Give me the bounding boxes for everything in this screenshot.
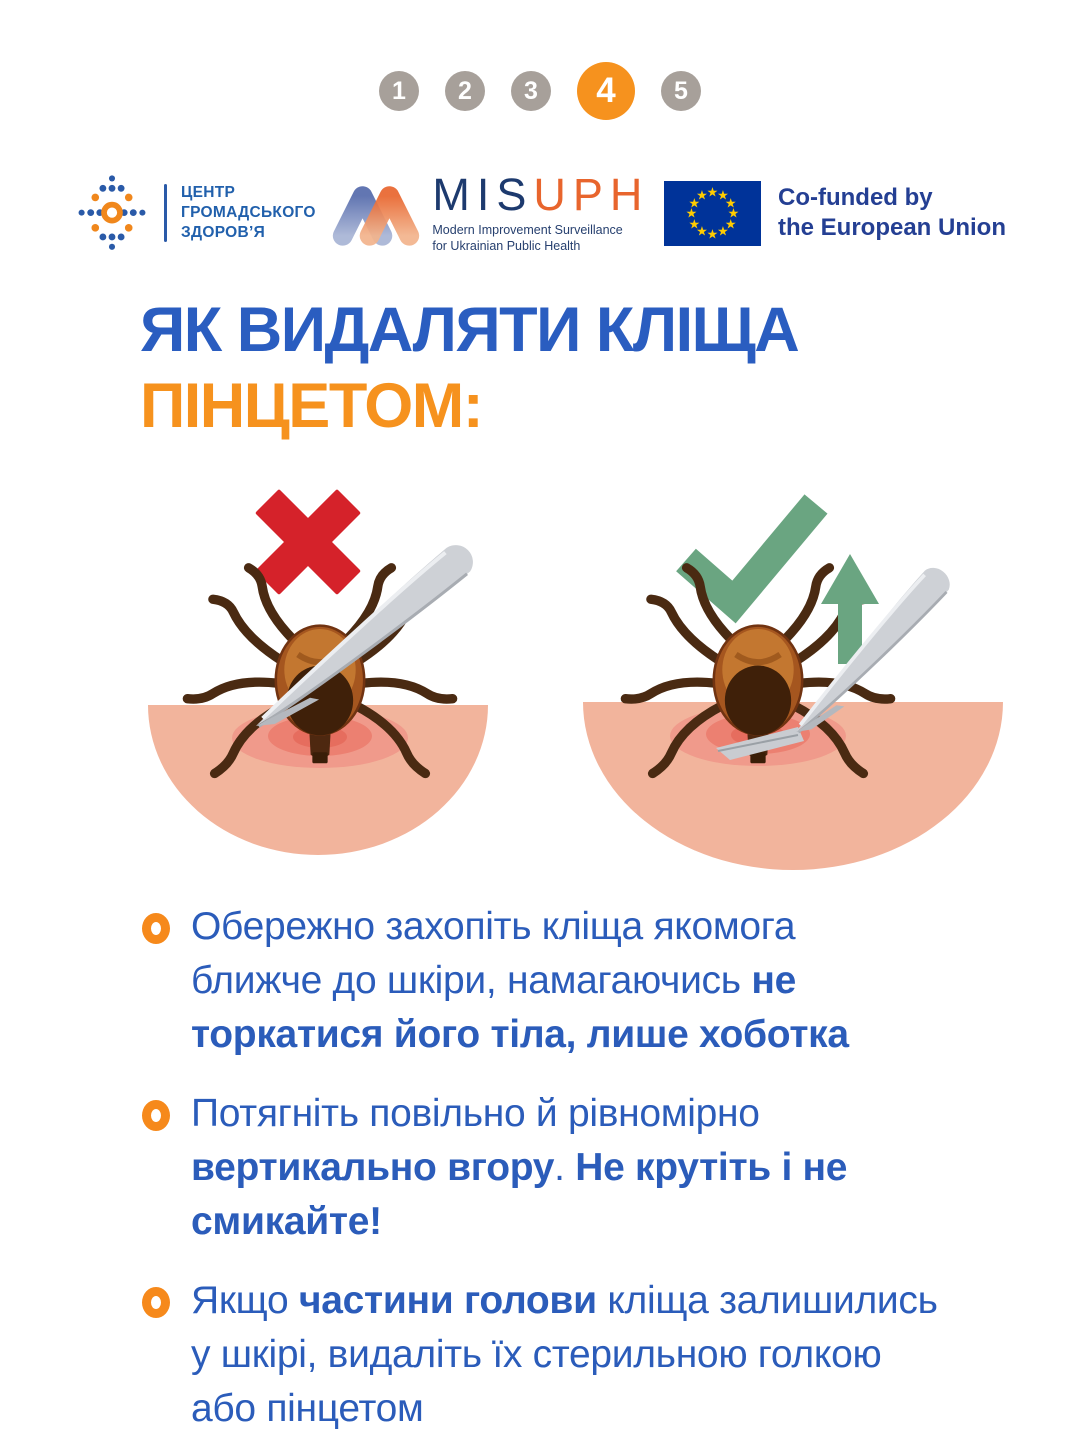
step-dot-1: 1 — [379, 71, 419, 111]
eu-star-icon: ★ — [696, 223, 708, 239]
step-dot-3: 3 — [511, 71, 551, 111]
bullet-marker-icon — [142, 1287, 170, 1318]
step-dot-2: 2 — [445, 71, 485, 111]
title-line1: ЯК ВИДАЛЯТИ КЛІЩА — [140, 295, 799, 365]
instruction-text: Якщо частини голови кліща залишились у шкірі, видаліть їх стерильною голкою або пінцетом — [191, 1279, 938, 1430]
misuph-subtitle-line1: Modern Improvement Surveillance — [432, 222, 623, 237]
eu-text-line1: Co-funded by — [777, 184, 933, 211]
eu-star-icon: ★ — [727, 205, 740, 221]
eu-cofunded-text — [778, 183, 1006, 243]
page-title — [140, 292, 798, 444]
eu-star-icon: ★ — [724, 195, 737, 210]
eu-star-icon: ★ — [724, 216, 737, 231]
phc-line2: ГРОМАДСЬКОГО — [181, 204, 316, 222]
eu-cofunded-logo — [664, 181, 1006, 246]
eu-star-icon: ★ — [685, 205, 698, 221]
misuph-word-mis: MIS — [432, 168, 534, 220]
phc-line1: ЦЕНТР — [181, 184, 236, 202]
phc-logo-text — [181, 183, 316, 242]
misuph-wordmark — [432, 168, 650, 220]
title-line2: ПІНЦЕТОМ: — [140, 371, 483, 441]
misuph-logo — [330, 168, 650, 255]
instruction-item — [142, 1274, 1002, 1436]
instruction-list — [142, 900, 1002, 1440]
eu-star-icon: ★ — [688, 195, 701, 210]
phc-line3: ЗДОРОВ’Я — [181, 223, 266, 241]
eu-star-icon: ★ — [706, 226, 719, 242]
eu-star-icon: ★ — [717, 187, 729, 203]
misuph-subtitle — [432, 222, 649, 255]
eu-text-line2: the European Union — [777, 214, 1006, 241]
eu-star-icon: ★ — [706, 184, 719, 200]
eu-star-icon: ★ — [696, 187, 708, 203]
instruction-text: Обережно захопіть кліща якомога ближче до шкіри, намагаючись не торкатися його тіла, лише хоботка — [191, 905, 849, 1056]
eu-star-icon: ★ — [688, 216, 701, 231]
logo-divider — [164, 184, 167, 242]
check-mark-icon — [686, 504, 816, 602]
instruction-item — [142, 1087, 1002, 1249]
eu-star-icon: ★ — [717, 223, 729, 239]
bullet-marker-icon — [142, 913, 170, 944]
phc-dots-icon — [74, 169, 150, 257]
eu-flag-icon — [664, 181, 761, 246]
misuph-logo-text — [432, 168, 650, 255]
instruction-text: Потягніть повільно й рівномірно вертикально вгору. Не крутіть і не смикайте! — [191, 1092, 848, 1243]
step-dot-5: 5 — [661, 71, 701, 111]
misuph-mark-icon — [330, 172, 422, 250]
logo-row — [74, 166, 1006, 260]
step-dot-4: 4 — [577, 62, 635, 120]
illustration-correct-grip — [558, 480, 1018, 880]
misuph-subtitle-line2: for Ukrainian Public Health — [432, 239, 581, 253]
misuph-word-uph: UPH — [533, 168, 650, 220]
illustration-wrong-grip — [128, 480, 548, 880]
step-pagination — [0, 60, 1080, 122]
public-health-center-logo — [74, 169, 316, 257]
instruction-item — [142, 900, 1002, 1062]
x-mark-icon — [226, 480, 390, 624]
bullet-marker-icon — [142, 1100, 170, 1131]
